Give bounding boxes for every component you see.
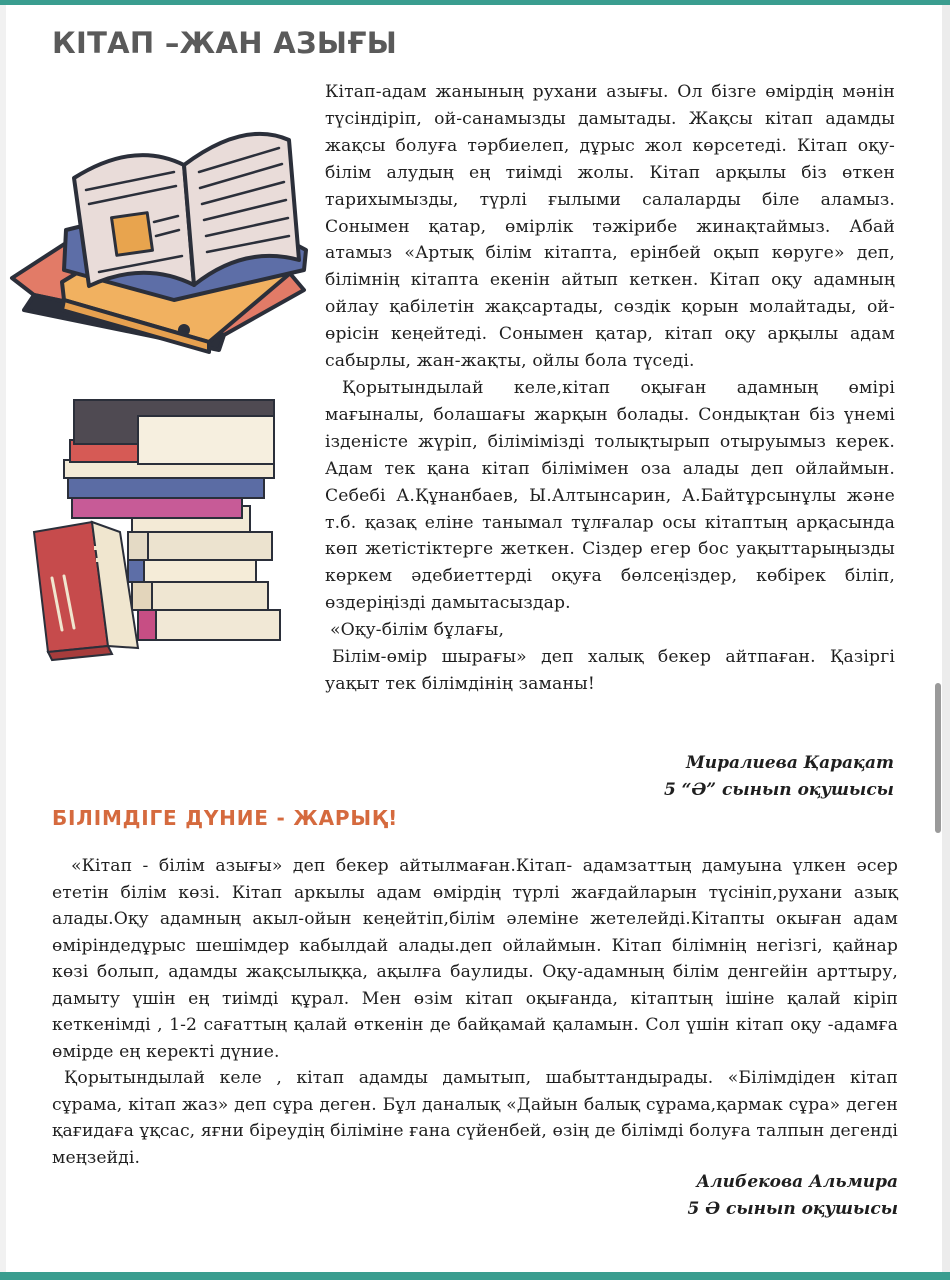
article1-quote-line2: Білім-өмір шырағы» деп халық бекер айтпаған. Қазіргі уақыт тек білімдінің заманы! — [325, 647, 895, 694]
top-accent-bar — [0, 0, 950, 5]
article1-paragraph: Қорытындылай келе,кітап оқыған адамның өмірі мағыналы, болашағы жарқын болады. Сондықтан біз үнемі ізденісте жүріп, білімімізді толықтырып отыруымыз керек. Адам тек қана кітап білімімен оза алады деп ойлаймын. Себебі А.Құнанбаев, Ы.Алтынсарин, А.Байтұрсынұлы және т.б. қазақ еліне танымал тұлғалар осы кітаптың арқасында көп жетістіктерге жеткен. Сіздер егер бос уақыттарыңызды көркем әдебиеттерді оқуға бөлсеңіздер, көбірек біліп, өздеріңізді дамытасыздар. — [325, 377, 895, 614]
scrollbar-thumb[interactable] — [935, 683, 941, 833]
article1-signature — [664, 750, 894, 803]
article1-paragraph: Кітап-адам жанының рухани азығы. Ол бізге өмірдің мәнін түсіндіріп, ой-санамызды дамытады. Жақсы кітап адамды жақсы болуға тәрбиелеп, дұрыс жол көрсетеді. Кітап оқу-білім алудың ең тиімді жолы. Кітап арқылы біз өткен тарихымызды, түрлі ғылыми салаларды біле аламыз. Сонымен қатар, өмірлік тәжірибе жинақтаймыз. Абай атамыз «Артық білім кітапта, ерінбей оқып көруге» деп, білімнің кітапта екенін айтып кеткен. Кітап оқу адамның ойлау қабілетін жақсартады, сөздік қорын молайтады, ой-өрісін кеңейтеді. Сонымен қатар, кітап оқу арқылы адам сабырлы, жан-жақты, ойлы бола түседі. — [325, 82, 895, 372]
article1-body — [325, 79, 895, 698]
article2-paragraph: «Кітап - білім азығы» деп бекер айтылмаған.Кітап- адамзаттың дамуына үлкен әсер ететін білім көзі. Кітап аркылы адам өмірдің түрлі жағдайларын түсініп,рухани азық алады.Оқу адамның акыл-ойын кеңейтіп,білім әлеміне жетелейді.Кітапты окыған адам өміріндедұрыс шешімдер кабылдай алады.деп ойлаймын. Кітап білімнің негізгі, қайнар көзі болып, адамды жақсылыққа, ақылға баулиды. Оқу-адамның білім денгейін арттыру, дамыту үшін ең тиімді құрал. Мен өзім кітап оқығанда, кітаптың ішіне қалай кіріп кеткенімді , 1-2 сағаттың қалай өткенін де байқамай қаламын. Сол үшін кітап оқу -адамға өмірде ең керекті дүние. — [52, 856, 898, 1062]
article2-body — [52, 853, 898, 1171]
article1-author-class: 5 “Ә” сынып оқушысы — [663, 779, 894, 800]
article1-title: КІТАП –ЖАН АЗЫҒЫ — [52, 26, 398, 60]
page-right-edge — [942, 0, 950, 1280]
book-stack-illustration — [28, 382, 290, 662]
article1-quote-line1: «Оқу-білім бұлағы, — [330, 620, 505, 641]
article2-title: БІЛІМДІГЕ ДҮНИЕ - ЖАРЫҚ! — [52, 806, 399, 830]
article2-author: Алибекова Альмира — [696, 1172, 898, 1192]
article2-signature — [688, 1169, 899, 1222]
bottom-accent-bar — [0, 1272, 950, 1280]
article1-author: Миралиева Қарақат — [685, 753, 894, 773]
article2-paragraph: Қорытындылай келе , кітап адамды дамытып, шабыттандырады. «Білімдіден кітап сұрама, кітап жаз» деп сұра деген. Бұл даналық «Дайын балық сұрама,қармак сұра» деген қағидаға ұқсас, яғни біреудің біліміне ғана сүйенбей, өзің де білімді болуға талпын дегенді меңзейді. — [52, 1068, 898, 1168]
article2-author-class: 5 Ә сынып оқушысы — [687, 1198, 898, 1219]
open-book-illustration — [4, 110, 314, 360]
